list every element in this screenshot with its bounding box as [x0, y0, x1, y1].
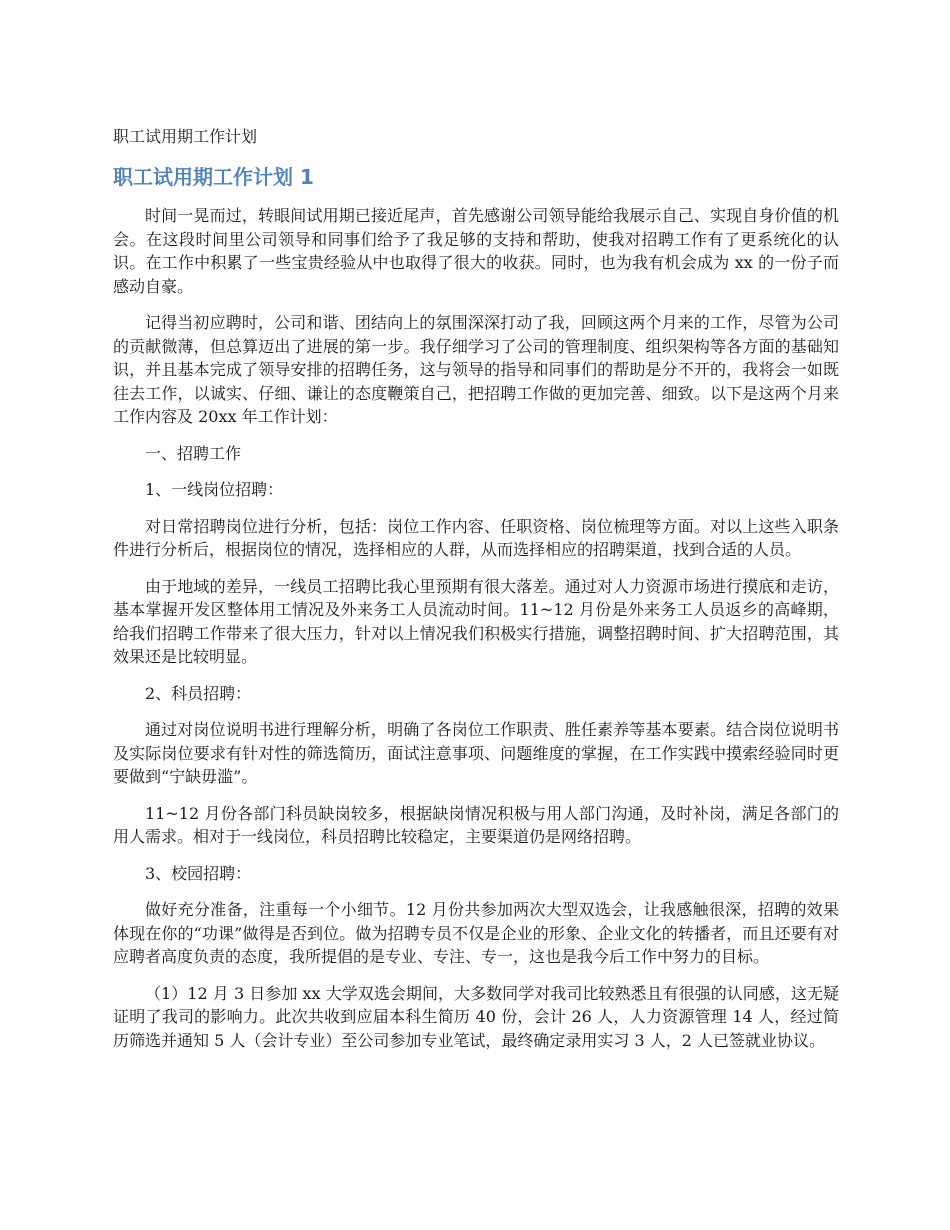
paragraph-frontline-analysis: 对日常招聘岗位进行分析，包括：岗位工作内容、任职资格、岗位梳理等方面。对以上这些入职条件进行分析后，根据岗位的情况，选择相应的人群，从而选择相应的招聘渠道，找到合适的人员。 [113, 516, 839, 559]
section-heading: 职工试用期工作计划 1 [113, 165, 314, 189]
paragraph-campus-fair: （1）12 月 3 日参加 xx 大学双选会期间，大多数同学对我司比较熟悉且有很强的认同感，这无疑证明了我司的影响力。此次共收到应届本科生简历 40 份，会计 26 人，人力资源管理 14 人，经过简历筛选并通知 5 人（会计专业）至公司参加专业笔试，最终确定录用实习 3 人，2 人已签就业协议。 [113, 983, 839, 1050]
paragraph-staff-demand: 11~12 月份各部门科员缺岗较多，根据缺岗情况积极与用人部门沟通，及时补岗，满足各部门的用人需求。相对于一线岗位，科员招聘比较稳定，主要渠道仍是网络招聘。 [113, 803, 839, 846]
document-title: 职工试用期工作计划 [113, 127, 258, 146]
paragraph-review: 记得当初应聘时，公司和谐、团结向上的氛围深深打动了我，回顾这两个月来的工作，尽管为公司的贡献微薄，但总算迈出了进展的第一步。我仔细学习了公司的管理制度、组织架构等各方面的基础知识，并且基本完成了领导安排的招聘任务，这与领导的指导和同事们的帮助是分不开的，我将会一如既往去工作，以诚实、仔细、谦让的态度鞭策自己，把招聘工作做的更加完善、细致。以下是这两个月来工作内容及 20xx 年工作计划： [113, 313, 839, 426]
subsection-title-staff: 2、科员招聘： [145, 683, 252, 703]
section-title-recruitment: 一、招聘工作 [145, 443, 242, 463]
paragraph-intro: 时间一晃而过，转眼间试用期已接近尾声，首先感谢公司领导能给我展示自己、实现自身价值的机会。在这段时间里公司领导和同事们给予了我足够的支持和帮助，使我对招聘工作有了更系统化的认识。在工作中积累了一些宝贵经验从中也取得了很大的收获。同时，也为我有机会成为 xx 的一份子而感动自豪。 [113, 206, 839, 296]
document-body [113, 204, 839, 1065]
subsection-title-campus: 3、校园招聘： [145, 863, 252, 883]
paragraph-staff-analysis: 通过对岗位说明书进行理解分析，明确了各岗位工作职责、胜任素养等基本要素。结合岗位说明书及实际岗位要求有针对性的筛选简历，面试注意事项、问题维度的掌握，在工作实践中摸索经验同时更要做到“宁缺毋滥”。 [113, 720, 839, 786]
paragraph-frontline-difficulty: 由于地域的差异，一线员工招聘比我心里预期有很大落差。通过对人力资源市场进行摸底和走访，基本掌握开发区整体用工情况及外来务工人员流动时间。11~12 月份是外来务工人员返乡的高峰期，给我们招聘工作带来了很大压力，针对以上情况我们积极实行措施，调整招聘时间、扩大招聘范围，其效果还是比较明显。 [113, 576, 839, 666]
paragraph-campus-prep: 做好充分准备，注重每一个小细节。12 月份共参加两次大型双选会，让我感触很深，招聘的效果体现在你的“功课”做得是否到位。做为招聘专员不仅是企业的形象、企业文化的转播者，而且还要有对应聘者高度负责的态度，我所提倡的是专业、专注、专一，这也是我今后工作中努力的目标。 [113, 900, 839, 966]
subsection-title-frontline: 1、一线岗位招聘： [145, 480, 284, 499]
